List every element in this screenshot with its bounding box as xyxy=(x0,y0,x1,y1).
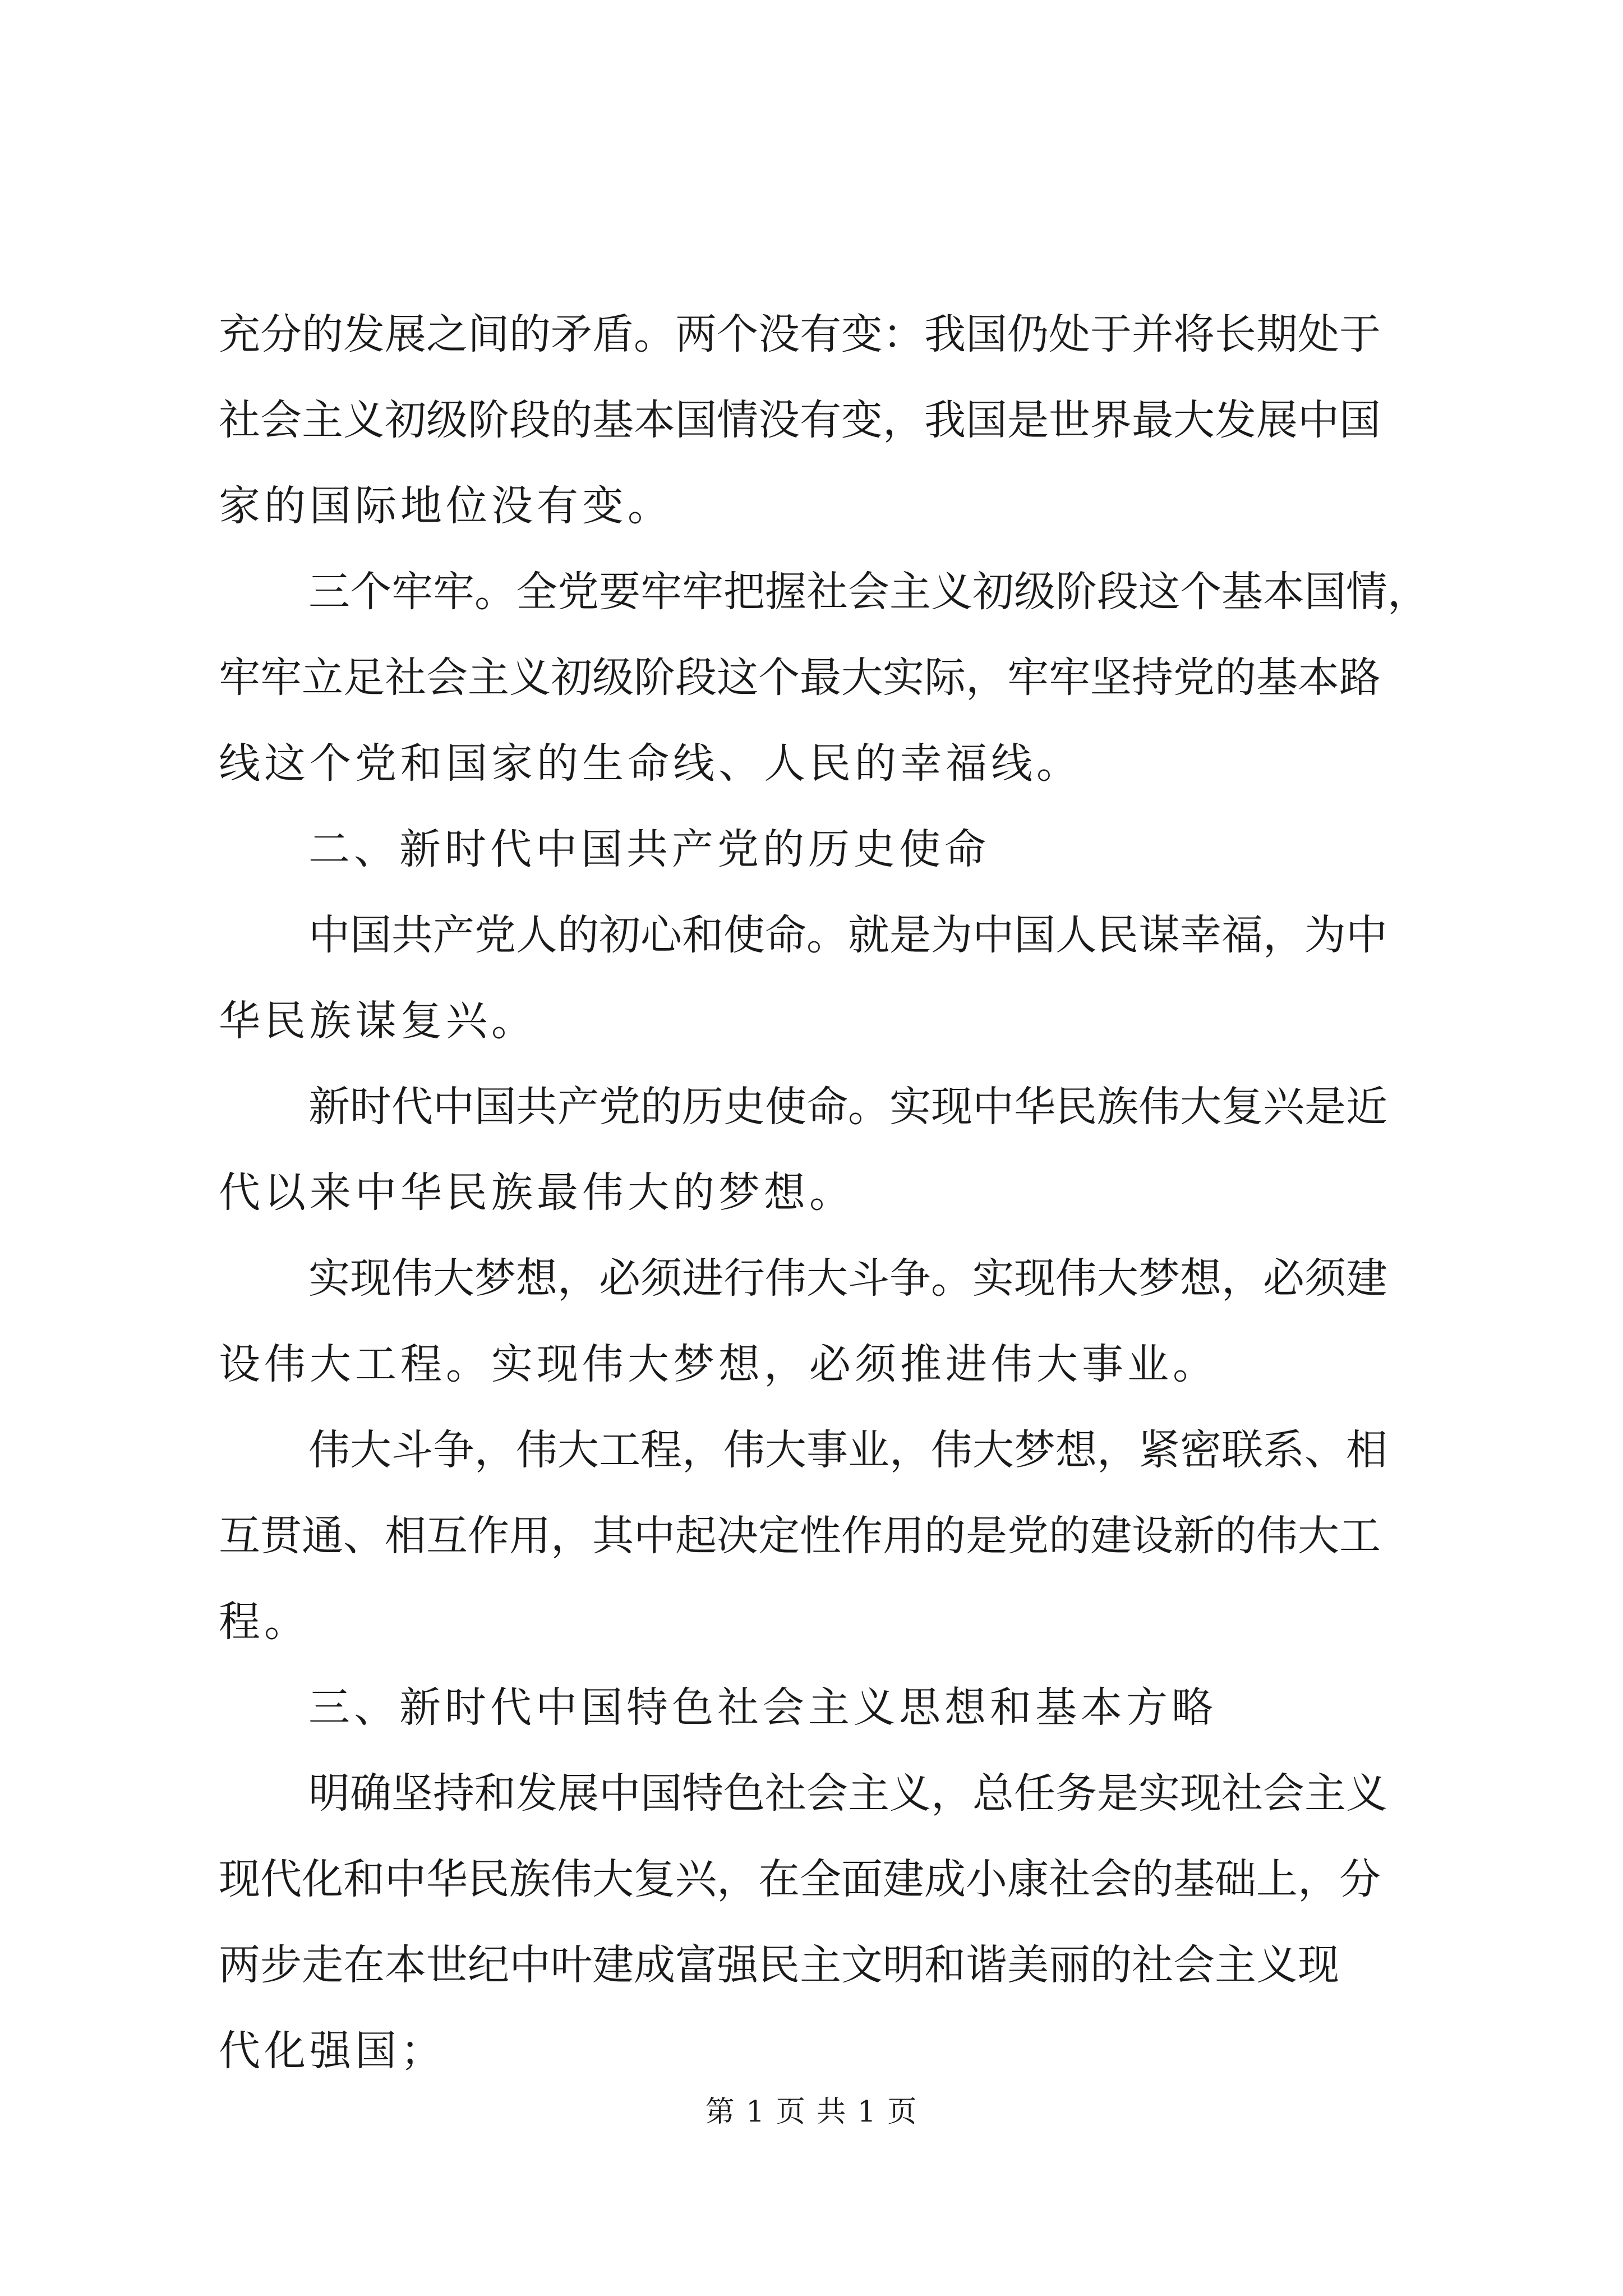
text-line: 程。 xyxy=(219,1598,310,1646)
text-line: 线这个党和国家的生命线、人民的幸福线。 xyxy=(219,739,1082,788)
text-line: 代以来中华民族最伟大的梦想。 xyxy=(219,1168,855,1217)
text-line: 设伟大工程。实现伟大梦想，必须推进伟大事业。 xyxy=(219,1340,1218,1388)
text-line: 中国共产党人的初心和使命。就是为中国人民谋幸福，为中 xyxy=(308,911,1387,959)
text-line: 实现伟大梦想，必须进行伟大斗争。实现伟大梦想，必须建 xyxy=(308,1254,1387,1303)
text-line: 现代化和中华民族伟大复兴，在全面建成小康社会的基础上，分 xyxy=(219,1855,1381,1903)
page-footer: 第 1 页 共 1 页 xyxy=(705,2095,918,2129)
text-line: 三个牢牢。全党要牢牢把握社会主义初级阶段这个基本国情， xyxy=(308,568,1429,616)
text-line: 伟大斗争，伟大工程，伟大事业，伟大梦想，紧密联系、相 xyxy=(308,1426,1387,1474)
document-body xyxy=(219,292,1430,2094)
text-line: 充分的发展之间的矛盾。两个没有变：我国仍处于并将长期处于 xyxy=(219,310,1381,358)
text-line: 社会主义初级阶段的基本国情没有变，我国是世界最大发展中国 xyxy=(219,396,1381,444)
text-line: 三、新时代中国特色社会主义思想和基本方略 xyxy=(308,1683,1217,1732)
text-line: 家的国际地位没有变。 xyxy=(219,482,673,530)
text-line: 代化强国； xyxy=(219,2027,446,2075)
text-line: 互贯通、相互作用，其中起决定性作用的是党的建设新的伟大工 xyxy=(219,1512,1381,1560)
text-line: 二、新时代中国共产党的历史使命 xyxy=(308,825,990,873)
text-line: 华民族谋复兴。 xyxy=(219,997,537,1045)
text-line: 两步走在本世纪中叶建成富强民主文明和谐美丽的社会主义现 xyxy=(219,1941,1339,1989)
text-line: 牢牢立足社会主义初级阶段这个最大实际，牢牢坚持党的基本路 xyxy=(219,654,1381,702)
text-line: 明确坚持和发展中国特色社会主义，总任务是实现社会主义 xyxy=(308,1769,1387,1818)
text-line: 新时代中国共产党的历史使命。实现中华民族伟大复兴是近 xyxy=(308,1083,1387,1131)
